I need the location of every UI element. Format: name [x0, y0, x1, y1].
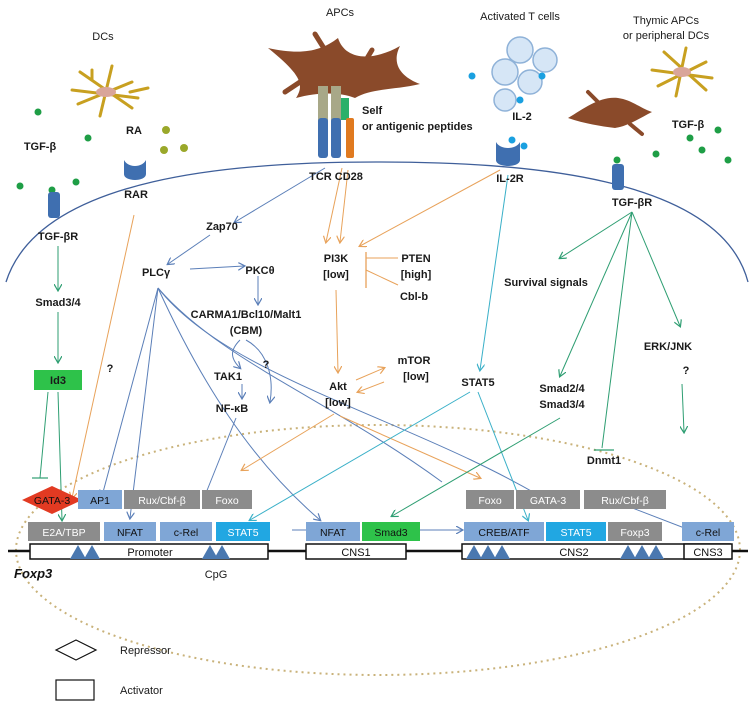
smad24-label: Smad2/4 — [539, 383, 585, 395]
svg-text:GATA-3: GATA-3 — [33, 495, 71, 507]
smad34-label: Smad3/4 — [35, 297, 81, 309]
tf-foxo-2 — [466, 490, 514, 509]
pi3k-label-2: [low] — [323, 269, 349, 281]
question-3: ? — [682, 365, 690, 377]
pten-label-1: PTEN — [401, 253, 431, 265]
tf-gata3 — [516, 490, 580, 509]
mtor-label-2: [low] — [403, 371, 429, 383]
stat5-label: STAT5 — [461, 377, 495, 389]
zap70-label: Zap70 — [206, 221, 238, 233]
pkct-label: PKCθ — [245, 265, 275, 277]
svg-text:STAT5: STAT5 — [227, 527, 259, 539]
tcr-cd28-label: TCR CD28 — [309, 171, 363, 183]
svg-text:GATA-3: GATA-3 — [529, 495, 567, 507]
tf-nfat-1 — [104, 522, 156, 541]
survival-label: Survival signals — [504, 277, 588, 289]
il2-label: IL-2 — [512, 111, 532, 123]
legend-repressor-icon — [56, 640, 96, 660]
apcs-label: APCs — [325, 7, 355, 19]
id3-label: Id3 — [50, 375, 66, 387]
smad34b-label: Smad3/4 — [539, 399, 585, 411]
rar-label: RAR — [124, 189, 148, 201]
tf-foxo-1 — [202, 490, 252, 509]
mtor-label-1: mTOR — [397, 355, 431, 367]
svg-text:Smad3: Smad3 — [374, 527, 408, 539]
tf-stat5-promoter — [216, 522, 270, 541]
carma-label-2: (CBM) — [229, 325, 263, 337]
peptide-icon — [341, 98, 349, 120]
thymic-label-2: or peripheral DCs — [622, 30, 710, 42]
cd28-icon — [346, 118, 354, 158]
foxp3-gene-label: Foxp3 — [14, 566, 53, 581]
dcs-label: DCs — [92, 31, 114, 43]
svg-text:NFAT: NFAT — [319, 527, 347, 539]
pten-label-2: [high] — [400, 269, 432, 281]
thymic-dc-nucleus — [673, 67, 691, 77]
tf-rux-cbfb-2 — [584, 490, 666, 509]
il2r-icon — [496, 142, 520, 166]
legend-repressor-label: Repressor — [120, 645, 171, 657]
svg-text:CREB/ATF: CREB/ATF — [478, 527, 530, 539]
thymic-label-1: Thymic APCs — [632, 15, 700, 27]
akt-label-2: [low] — [325, 397, 351, 409]
legend-activator-label: Activator — [120, 685, 163, 697]
tf-e2a-tbp — [28, 522, 100, 541]
thymic-apc-icon — [568, 98, 652, 128]
tf-foxp3 — [608, 522, 662, 541]
promoter-label: Promoter — [127, 547, 173, 559]
akt-label-1: Akt — [329, 381, 347, 393]
tf-crel-2 — [682, 522, 734, 541]
tf-gata3-repressor — [22, 486, 82, 514]
svg-text:Foxo: Foxo — [478, 495, 502, 507]
cns2-label: CNS2 — [559, 547, 589, 559]
self-label-1: Self — [362, 105, 383, 117]
tgfbr-left-label: TGF-βR — [37, 231, 79, 243]
tgfbr-right-label: TGF-βR — [611, 197, 653, 209]
nfkb-label: NF-κB — [215, 403, 249, 415]
svg-text:Foxo: Foxo — [215, 495, 239, 507]
svg-text:c-Rel: c-Rel — [695, 527, 721, 539]
tf-smad3 — [362, 522, 420, 541]
tgfb-right-label: TGF-β — [671, 119, 705, 131]
svg-text:STAT5: STAT5 — [560, 527, 592, 539]
carma-label-1: CARMA1/Bcl10/Malt1 — [190, 309, 302, 321]
activated-t-label: Activated T cells — [480, 11, 560, 23]
cns1-label: CNS1 — [341, 547, 371, 559]
tgfb-left-label: TGF-β — [23, 141, 57, 153]
tf-crel-1 — [160, 522, 212, 541]
svg-text:c-Rel: c-Rel — [173, 527, 199, 539]
tcr-icon-2 — [331, 118, 341, 158]
tf-ap1 — [78, 490, 122, 509]
tf-creb-atf — [464, 522, 544, 541]
svg-text:NFAT: NFAT — [116, 527, 144, 539]
tgfbr-left-icon — [48, 192, 60, 218]
pi3k-label-1: PI3K — [323, 253, 349, 265]
activated-t-cells-icon — [492, 37, 557, 111]
ra-label: RA — [126, 125, 142, 137]
svg-text:E2A/TBP: E2A/TBP — [42, 527, 86, 539]
tgfbr-right-icon — [612, 164, 624, 190]
tf-stat5-cns2 — [546, 522, 606, 541]
ra-dots — [160, 126, 188, 154]
dnmt1-label: Dnmt1 — [586, 455, 622, 467]
tf-rux-cbfb-1 — [124, 490, 200, 509]
tgfb-dots-right — [614, 127, 732, 164]
cblb-label: Cbl-b — [399, 291, 429, 303]
cns3-label: CNS3 — [693, 547, 723, 559]
tf-nfat-2 — [306, 522, 360, 541]
question-1: ? — [106, 363, 114, 375]
tcr-icon — [318, 118, 328, 158]
rar-icon — [124, 160, 146, 180]
il2r-label: IL-2R — [496, 173, 524, 185]
self-label-2: or antigenic peptides — [362, 121, 473, 133]
question-2: ? — [262, 359, 270, 371]
cpg-label: CpG — [204, 569, 228, 581]
plcg-label: PLCγ — [141, 267, 171, 279]
svg-text:Foxp3: Foxp3 — [620, 527, 650, 539]
erkjnk-label: ERK/JNK — [643, 341, 693, 353]
svg-text:Rux/Cbf-β: Rux/Cbf-β — [138, 495, 186, 507]
dc-nucleus — [96, 87, 116, 97]
svg-text:Rux/Cbf-β: Rux/Cbf-β — [601, 495, 649, 507]
tak1-label: TAK1 — [214, 371, 242, 383]
svg-text:AP1: AP1 — [90, 495, 110, 507]
legend-activator-icon — [56, 680, 94, 700]
